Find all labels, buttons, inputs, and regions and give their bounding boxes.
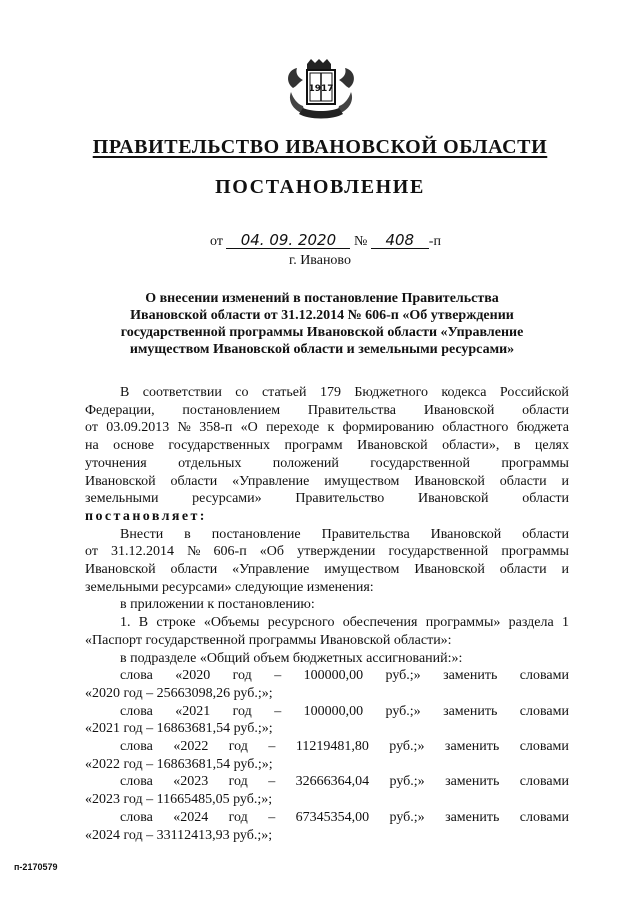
ivanovo-coat-of-arms-icon <box>285 58 357 122</box>
resolves-word: постановляет: <box>85 508 207 524</box>
word: кодекса <box>441 385 487 400</box>
replacement-new-value: «2022 год – 16863681,54 руб.;»; <box>85 756 273 772</box>
word: целях <box>534 438 569 454</box>
word: Ивановской <box>85 562 156 578</box>
replacement-new-value: «2020 год – 25663098,26 руб.;»; <box>85 685 273 701</box>
replacement-line <box>85 703 569 721</box>
word: в <box>513 438 521 454</box>
word: заменить <box>445 809 500 825</box>
word: статьей <box>261 385 307 400</box>
word: «Управление <box>232 473 310 489</box>
word: к <box>327 420 335 436</box>
word: области <box>522 402 569 418</box>
word: строке <box>156 615 196 631</box>
word: заменить <box>445 774 500 790</box>
word: Правительства <box>307 402 397 418</box>
subject-line: Ивановской области от 31.12.2014 № 606-п «Об утверждении <box>130 308 514 323</box>
word: Внести <box>120 526 164 542</box>
word: заменить <box>443 668 498 684</box>
word: отдельных <box>178 455 242 471</box>
replacement-line <box>85 809 569 827</box>
word: – <box>274 668 282 684</box>
word: слова <box>120 703 153 719</box>
subject-line: О внесении изменений в постановление Правительства <box>145 291 499 306</box>
word: программы <box>501 455 569 471</box>
word: 179 <box>319 385 341 400</box>
word: области <box>499 562 547 578</box>
word: обеспечения <box>342 615 418 631</box>
word: положений <box>272 455 339 471</box>
word: 31.12.2014 <box>111 544 175 560</box>
handwritten-number: 408 <box>371 232 429 249</box>
word: Ивановской <box>414 473 485 489</box>
body-line <box>85 561 569 579</box>
word: Федерации, <box>85 402 155 418</box>
word: на <box>85 438 99 454</box>
body-line: земельными ресурсами» следующие изменения: <box>85 579 374 595</box>
word: – <box>274 703 282 719</box>
word: – <box>268 739 276 755</box>
word: «Объемы <box>203 615 260 631</box>
word: руб.;» <box>389 739 425 755</box>
word: раздела <box>508 615 554 631</box>
document-type: ПОСТАНОВЛЕНИЕ <box>215 176 425 198</box>
word: руб.;» <box>389 809 425 825</box>
word: год <box>228 739 248 755</box>
word: 1 <box>561 615 569 631</box>
word: утверждении <box>297 544 376 560</box>
word: Ивановской <box>423 402 495 418</box>
item-1-line <box>85 614 569 632</box>
word: руб.;» <box>385 668 421 684</box>
word: области <box>170 562 218 578</box>
word: – <box>268 774 276 790</box>
document-subject <box>100 290 544 358</box>
word: переходе <box>266 420 320 436</box>
number-suffix: -п <box>428 234 441 249</box>
body-line <box>85 526 569 544</box>
word: со <box>235 385 249 400</box>
word: год <box>228 809 248 825</box>
word: Ивановской <box>85 473 156 489</box>
word: бюджета <box>516 420 569 436</box>
replacement-line <box>85 667 569 685</box>
word: 67345354,00 <box>295 809 370 825</box>
word: Ивановской <box>414 562 485 578</box>
preamble-line <box>85 419 569 437</box>
word: «2022 <box>173 739 209 755</box>
word: основе <box>113 438 154 454</box>
word: словами <box>519 668 569 684</box>
word: имуществом <box>324 562 400 578</box>
word: области <box>170 473 218 489</box>
word: слова <box>120 774 153 790</box>
replacement-new-value: «2021 год – 16863681,54 руб.;»; <box>85 721 273 737</box>
word: № <box>187 544 201 560</box>
word: уточнения <box>85 455 147 471</box>
word: государственных <box>168 438 271 454</box>
replacement-line <box>85 773 569 791</box>
word: «2021 <box>175 703 211 719</box>
word: в <box>184 526 191 542</box>
word: Ивановской <box>357 438 428 454</box>
word: областного <box>442 420 509 436</box>
word: 11219481,80 <box>295 739 369 755</box>
word: области <box>522 526 569 542</box>
word: руб.;» <box>389 774 425 790</box>
word: заменить <box>444 739 500 755</box>
word: Правительство <box>295 491 385 507</box>
from-label: от <box>210 234 223 249</box>
preamble-line <box>85 402 569 420</box>
word: формированию <box>342 420 434 436</box>
preamble-line <box>85 473 569 491</box>
word: области <box>522 491 569 507</box>
word: области <box>499 473 547 489</box>
word: год <box>228 774 248 790</box>
word: постановлением <box>182 402 281 418</box>
word: «О <box>240 420 258 436</box>
word: программ <box>284 438 343 454</box>
word: словами <box>519 703 569 719</box>
preamble-line <box>85 384 569 402</box>
replacement-line <box>85 738 569 756</box>
resolves-line <box>85 508 569 526</box>
word: ресурсами» <box>192 491 262 507</box>
document-code: п-2170579 <box>14 862 58 872</box>
word: 100000,00 <box>303 703 364 719</box>
word: В <box>138 615 149 631</box>
word: словами <box>519 809 569 825</box>
word: Ивановской <box>417 491 489 507</box>
word: словами <box>519 739 569 755</box>
body-line <box>85 543 569 561</box>
word: «2023 <box>173 774 209 790</box>
word: и <box>561 562 569 578</box>
word: – <box>268 809 276 825</box>
preamble-line <box>85 455 569 473</box>
replacement-new-value: «2024 год – 33112413,93 руб.;»; <box>85 827 273 843</box>
word: Российской <box>499 385 569 400</box>
word: № <box>177 420 191 436</box>
word: Бюджетного <box>354 385 428 400</box>
number-sign: № <box>353 234 368 249</box>
item-1-continuation: «Паспорт государственной программы Ивановской области»: <box>85 632 452 648</box>
word: год <box>232 703 252 719</box>
date-number-line <box>210 232 441 250</box>
word: 32666364,04 <box>295 774 370 790</box>
government-title: ПРАВИТЕЛЬСТВО ИВАНОВСКОЙ ОБЛАСТИ <box>92 136 548 158</box>
word: программы <box>501 544 569 560</box>
word: слова <box>120 739 153 755</box>
word: «2024 <box>173 809 209 825</box>
word: Правительства <box>321 526 410 542</box>
subject-line: государственной программы Ивановской области «Управление <box>120 325 524 340</box>
handwritten-date: 04. 09. 2020 <box>226 232 350 249</box>
word: имуществом <box>324 473 400 489</box>
word: 606-п <box>213 544 247 560</box>
word: ресурсного <box>267 615 335 631</box>
emblem-shield-text: 1917 <box>308 84 334 94</box>
word: постановление <box>211 526 301 542</box>
word: слова <box>120 809 153 825</box>
word: 03.09.2013 <box>106 420 170 436</box>
word: от <box>85 544 98 560</box>
word: и <box>561 473 569 489</box>
word: Ивановской <box>430 526 502 542</box>
word: год <box>232 668 252 684</box>
word: 358-п <box>199 420 233 436</box>
word: области», <box>442 438 500 454</box>
preamble-line <box>85 437 569 455</box>
word: слова <box>120 668 153 684</box>
appendix-line: в приложении к постановлению: <box>120 597 315 613</box>
word: программы» <box>425 615 501 631</box>
document-body <box>85 384 569 844</box>
word: соответствии <box>142 385 222 400</box>
word: «2020 <box>175 668 211 684</box>
replacement-new-value: «2023 год – 11665485,05 руб.;»; <box>85 792 273 808</box>
word: словами <box>519 774 569 790</box>
word: заменить <box>443 703 498 719</box>
word: В <box>120 385 130 400</box>
word: государственной <box>388 544 489 560</box>
word: 100000,00 <box>303 668 364 684</box>
subsection-line: в подразделе «Общий объем бюджетных ассигнований:»: <box>120 650 463 666</box>
word: государственной <box>370 455 471 471</box>
word: «Управление <box>232 562 310 578</box>
subject-line: имуществом Ивановской области и земельными ресурсами» <box>129 342 515 357</box>
city: г. Иваново <box>289 253 351 268</box>
word: от <box>85 420 98 436</box>
word: земельными <box>85 491 159 507</box>
preamble-line <box>85 490 569 508</box>
word: «Об <box>259 544 284 560</box>
word: руб.;» <box>385 703 421 719</box>
word: 1. <box>120 615 131 631</box>
